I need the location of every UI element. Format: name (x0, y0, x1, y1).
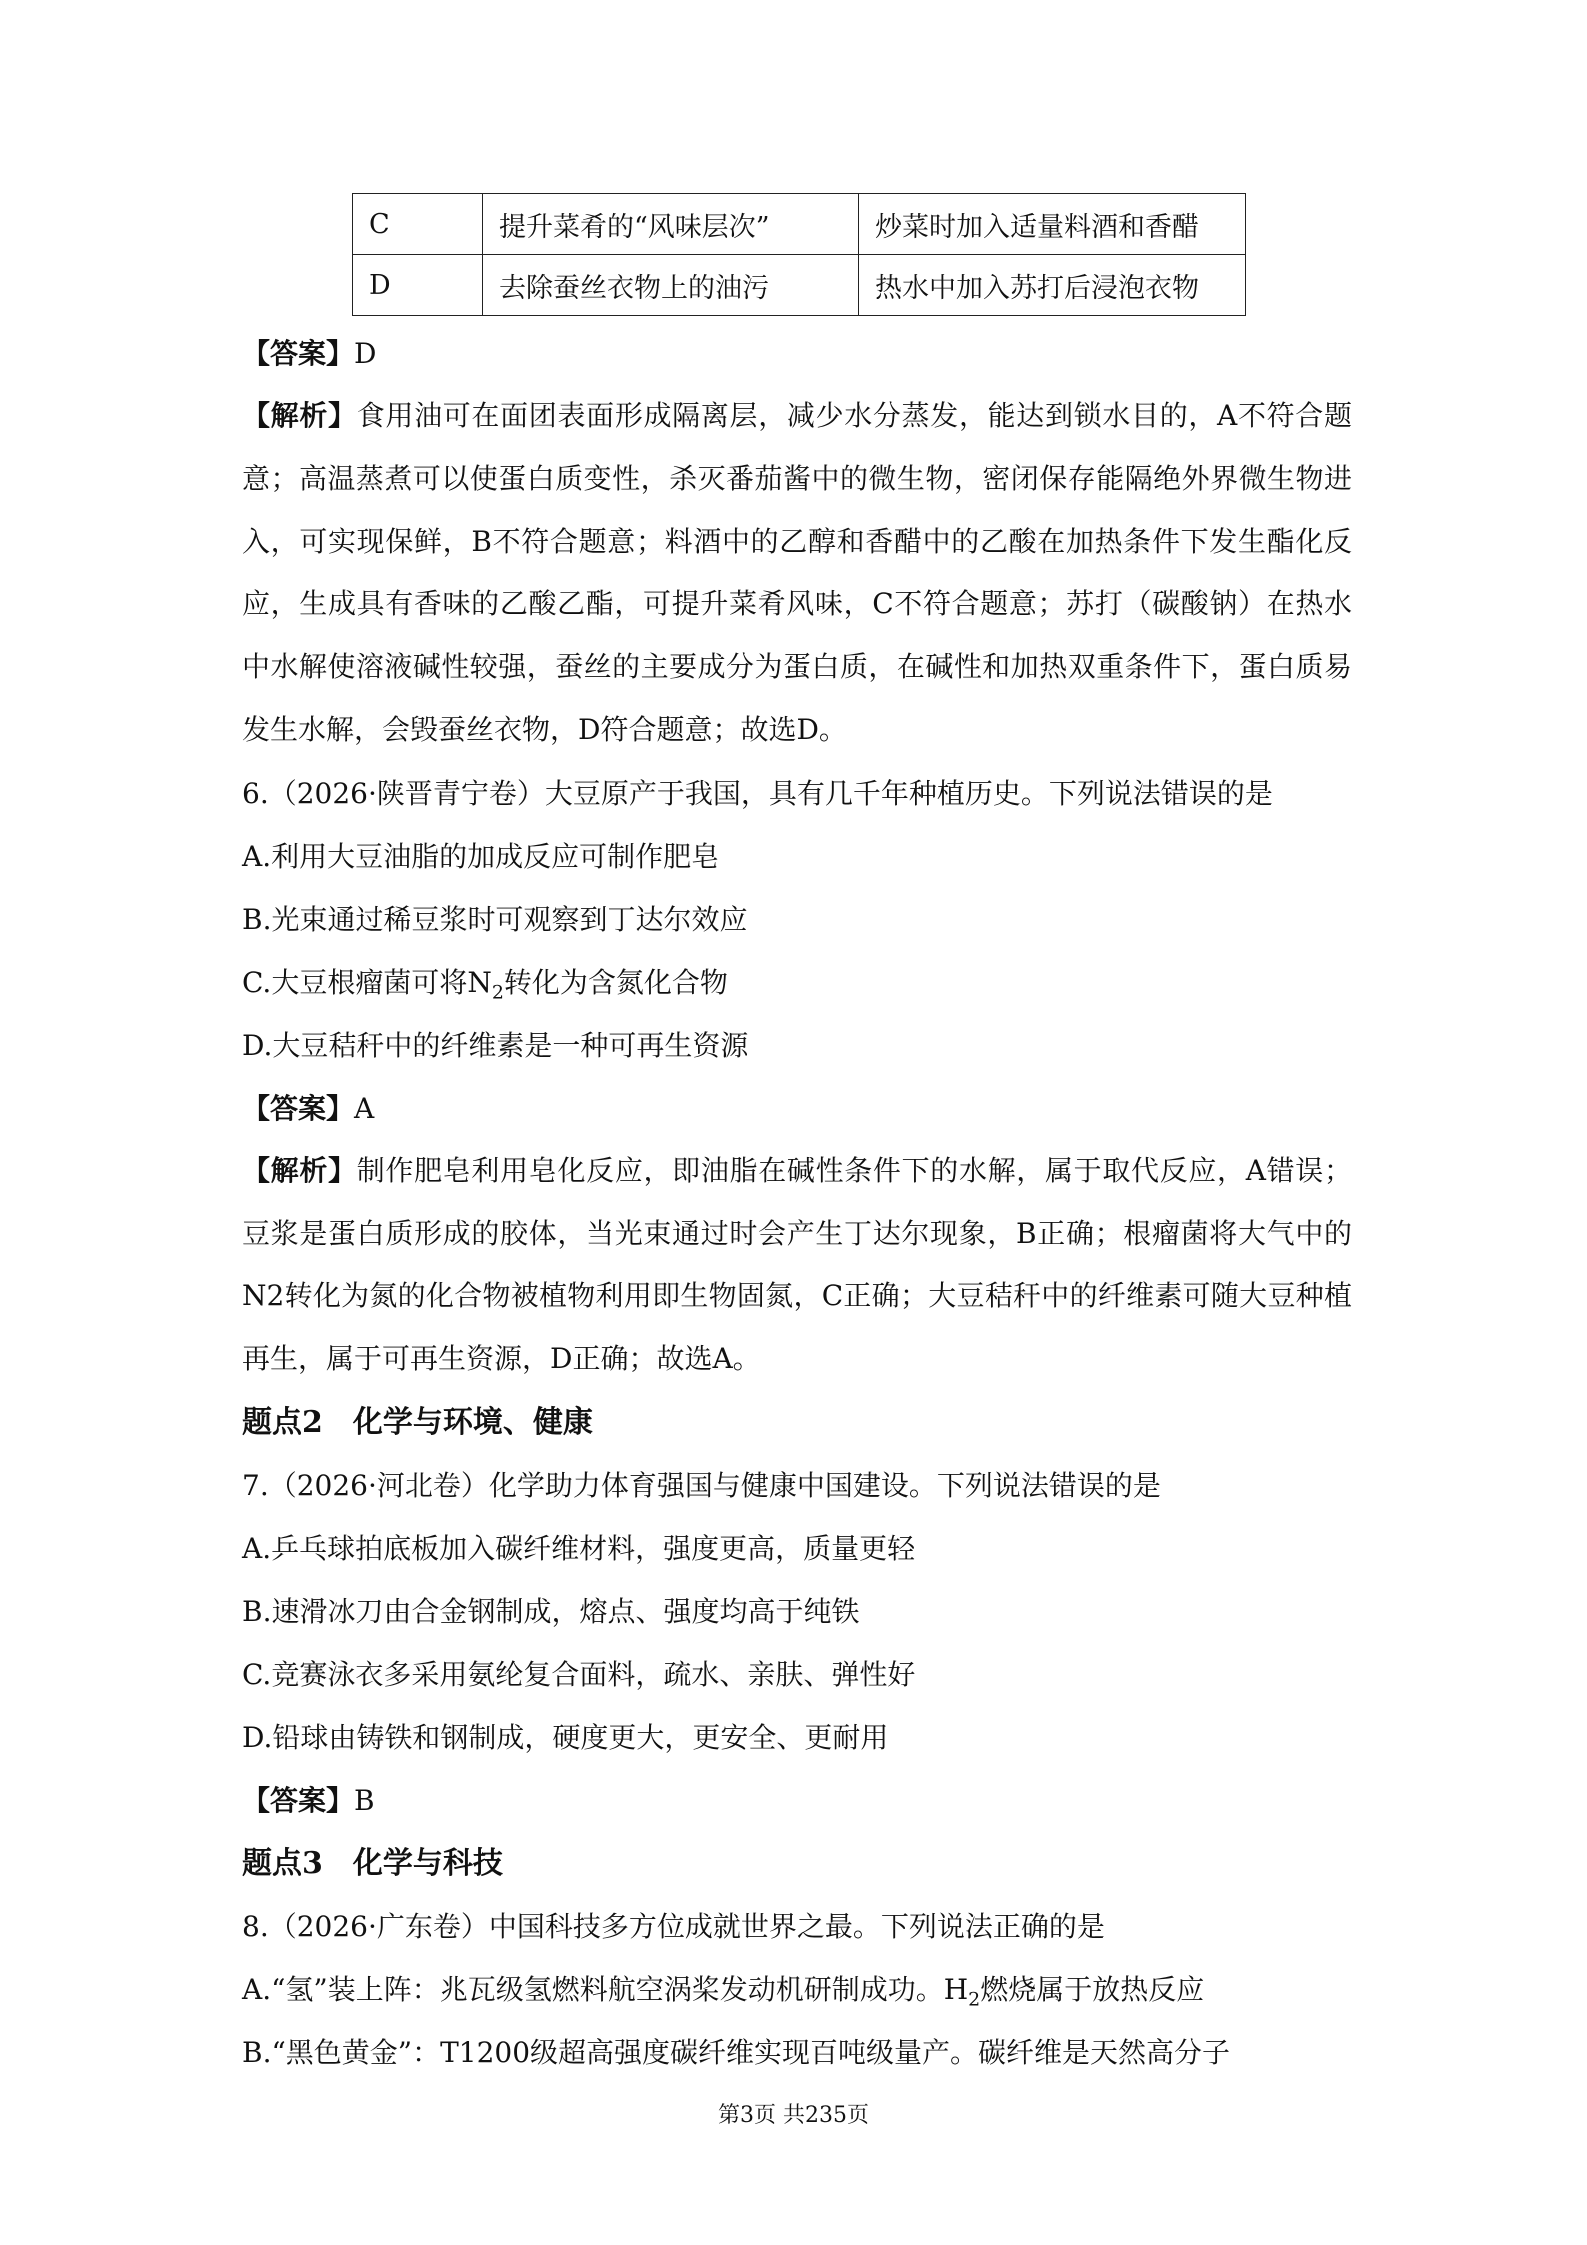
subscript: 2 (968, 1988, 981, 2011)
q6-option-c (242, 951, 1352, 1014)
table-row (353, 255, 1246, 316)
q7-option-c: C.竞赛泳衣多采用氨纶复合面料，疏水、亲肤、弹性好 (242, 1657, 916, 1691)
page-footer: 第3页 共235页 (718, 2103, 869, 2128)
option-text: 转化为含氮化合物 (503, 965, 728, 999)
q6-stem: 6.（2026·陕晋青宁卷）大豆原产于我国，具有几千年种植历史。下列说法错误的是 (242, 776, 1273, 810)
q7-option-a: A.乒乓球拍底板加入碳纤维材料，强度更高，质量更轻 (242, 1531, 916, 1565)
option-text: 燃烧属于放热反应 (980, 1972, 1205, 2006)
q8-option-a (242, 1958, 1352, 2021)
q5-answer (242, 322, 1352, 385)
q7-stem: 7.（2026·河北卷）化学助力体育强国与健康中国建设。下列说法错误的是 (242, 1468, 1161, 1502)
answer-label: 【答案】 (242, 1783, 355, 1817)
q7-answer (242, 1769, 1352, 1832)
q7-option-b: B.速滑冰刀由合金钢制成，熔点、强度均高于纯铁 (242, 1594, 860, 1628)
q8-option-b: B.“黑色黄金”：T1200级超高强度碳纤维实现百吨级量产。碳纤维是天然高分子 (242, 2035, 1231, 2069)
options-table (352, 193, 1246, 316)
option-text: C.大豆根瘤菌可将N (242, 965, 492, 999)
table-cell-method: 炒菜时加入适量料酒和香醋 (859, 194, 1246, 255)
q7-option-d: D.铅球由铸铁和钢制成，硬度更大，更安全、更耐用 (242, 1720, 889, 1754)
q6-analysis (242, 1140, 1352, 1391)
answer-value: B (354, 1783, 375, 1817)
answer-label: 【答案】 (242, 337, 355, 370)
analysis-label: 【解析】 (242, 1153, 357, 1187)
section-title: 化学与环境、健康 (352, 1404, 593, 1440)
table-cell-activity: 去除蚕丝衣物上的油污 (483, 255, 859, 316)
analysis-text: 食用油可在面团表面形成隔离层，减少水分蒸发，能达到锁水目的，A不符合题意；高温蒸煮可以使蛋白质变性，杀灭番茄酱中的微生物，密闭保存能隔绝外界微生物进入，可实现保鲜，B不符合题意；料酒中的乙醇和香醋中的乙酸在加热条件下发生酯化反应，生成具有香味的乙酸乙酯，可提升菜肴风味，C不符合题意；苏打（碳酸钠）在热水中水解使溶液碱性较强，蚕丝的主要成分为蛋白质，在碱性和加热双重条件下，蛋白质易发生水解，会毁蚕丝衣物，D符合题意；故选D。 (242, 399, 1352, 746)
table-row (353, 194, 1246, 255)
section-label: 题点2 (242, 1404, 323, 1440)
table-cell-option: D (353, 255, 483, 316)
section-heading (242, 1391, 1352, 1454)
q6-answer (242, 1077, 1352, 1140)
q5-analysis (242, 385, 1352, 762)
table-cell-option: C (353, 194, 483, 255)
q8-stem: 8.（2026·广东卷）中国科技多方位成就世界之最。下列说法正确的是 (242, 1909, 1105, 1943)
q6-option-b: B.光束通过稀豆浆时可观察到丁达尔效应 (242, 902, 748, 936)
table-cell-activity: 提升菜肴的“风味层次” (483, 194, 859, 255)
table-cell-method: 热水中加入苏打后浸泡衣物 (859, 255, 1246, 316)
analysis-text: 制作肥皂利用皂化反应，即油脂在碱性条件下的水解，属于取代反应，A错误；豆浆是蛋白质形成的胶体，当光束通过时会产生丁达尔现象，B正确；根瘤菌将大气中的N2转化为氮的化合物被植物利用即生物固氮，C正确；大豆秸秆中的纤维素可随大豆种植再生，属于可再生资源，D正确；故选A。 (242, 1153, 1352, 1376)
section-title: 化学与科技 (352, 1845, 503, 1881)
answer-value: A (354, 1091, 375, 1125)
section-label: 题点3 (242, 1845, 323, 1881)
analysis-label: 【解析】 (242, 399, 357, 432)
main-content (242, 322, 1352, 2084)
q6-option-a: A.利用大豆油脂的加成反应可制作肥皂 (242, 839, 720, 873)
subscript: 2 (491, 981, 504, 1004)
q6-option-d: D.大豆秸秆中的纤维素是一种可再生资源 (242, 1028, 749, 1062)
answer-value: D (354, 337, 377, 370)
answer-label: 【答案】 (242, 1091, 355, 1125)
option-text: A.“氢”装上阵：兆瓦级氢燃料航空涡桨发动机研制成功。H (242, 1972, 969, 2006)
section-heading (242, 1832, 1352, 1895)
